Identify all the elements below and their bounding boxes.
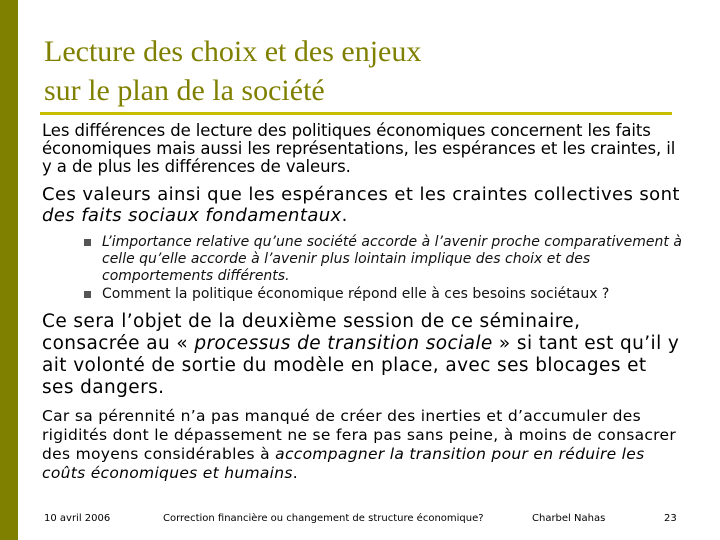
paragraph-4-text: Car sa pérennité n’a pas manqué de créer des inerties et d’accumuler des rigidités dont le dépassement ne se fera pas sans peine, à moins de consacrer des moyens considérables à [42, 407, 677, 463]
bullet-list [42, 234, 682, 303]
title-line-2: sur le plan de la société [44, 74, 325, 107]
paragraph-4-end: . [292, 464, 298, 482]
title-divider [40, 112, 672, 115]
paragraph-3 [42, 311, 682, 399]
title-line-1: Lecture des choix et des enjeux [44, 35, 422, 68]
paragraph-4-emphasis: accompagner la transition pour en réduire les coûts économiques et humains [42, 445, 645, 482]
slide-title [44, 32, 684, 110]
bullet-item [42, 286, 682, 303]
paragraph-2-emphasis: des faits sociaux fondamentaux [42, 205, 342, 226]
bullet-text: Comment la politique économique répond elle à ces besoins sociétaux ? [102, 286, 610, 302]
paragraph-3-text: Ce sera l’objet de la deuxième session de ce séminaire, consacrée au « [42, 311, 581, 354]
footer-author: Charbel Nahas [532, 513, 606, 524]
paragraph-2-end: . [341, 205, 348, 226]
sidebar-accent-bar [0, 0, 18, 540]
slide-body [42, 122, 682, 483]
bullet-text: L’importance relative qu’une société accorde à l’avenir proche comparativement à celle qu’elle accorde à l’avenir plus lointain implique des choix et des comportements différents. [102, 234, 682, 284]
footer-title: Correction financière ou changement de structure économique? [163, 513, 484, 524]
paragraph-3-emphasis: processus de transition sociale [194, 333, 493, 354]
bullet-square-icon [84, 291, 91, 298]
bullet-square-icon [84, 239, 91, 246]
paragraph-3-end: » si tant est qu’il y ait volonté de sortie du modèle en place, avec ses blocages et ses dangers. [42, 333, 680, 398]
paragraph-4 [42, 407, 682, 483]
paragraph-2-text: Ces valeurs ainsi que les espérances et les craintes collectives sont [42, 184, 680, 205]
page-number: 23 [664, 513, 677, 524]
bullet-item [42, 234, 682, 285]
paragraph-1: Les différences de lecture des politiques économiques concernent les faits économiques mais aussi les représentations, les espérances et les craintes, il y a de plus les différences de valeurs. [42, 121, 676, 176]
footer-date: 10 avril 2006 [44, 513, 111, 524]
paragraph-2 [42, 184, 682, 226]
